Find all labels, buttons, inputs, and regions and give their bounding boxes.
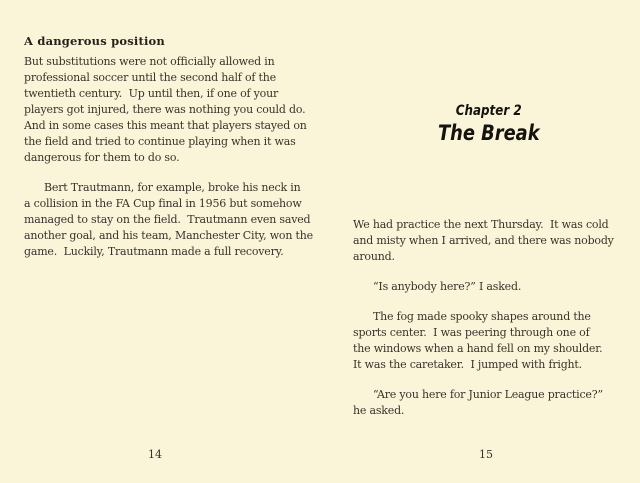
- text-line: players got injured, there was nothing you could do.: [24, 103, 306, 116]
- paragraph: [353, 217, 624, 265]
- paragraph: [24, 54, 307, 166]
- text-line: professional soccer until the second half of the: [24, 71, 276, 84]
- text-line: Bert Trautmann, for example, broke his neck in: [44, 181, 301, 194]
- text-line: We had practice the next Thursday. It was cold: [353, 218, 609, 231]
- right-page: [320, 0, 640, 483]
- chapter-title: [353, 121, 624, 145]
- text-line: he asked.: [353, 404, 405, 417]
- text-line: It was the caretaker. I jumped with fright.: [353, 358, 582, 371]
- chapter-body: [353, 217, 624, 419]
- chapter-label-text: Chapter 2: [455, 103, 522, 119]
- text-line: the windows when a hand fell on my shoulder.: [353, 342, 603, 355]
- text-line: sports center. I was peering through one of: [353, 326, 590, 339]
- text-line: game. Luckily, Trautmann made a full recovery.: [24, 245, 284, 258]
- text-line: dangerous for them to do so.: [24, 151, 180, 164]
- text-line: “Is anybody here?” I asked.: [373, 280, 522, 293]
- text-line: another goal, and his team, Manchester City, won the: [24, 229, 313, 242]
- text-line: “Are you here for Junior League practice?”: [373, 388, 603, 401]
- text-line: But substitutions were not officially allowed in: [24, 55, 275, 68]
- text-line: the field and tried to continue playing when it was: [24, 135, 296, 148]
- text-line: managed to stay on the field. Trautmann even saved: [24, 213, 311, 226]
- paragraph: [353, 279, 624, 295]
- chapter-heading: [353, 104, 624, 145]
- paragraph: [24, 180, 313, 260]
- chapter-title-text: The Break: [437, 121, 540, 145]
- text-line: around.: [353, 250, 395, 263]
- text-line: The fog made spooky shapes around the: [373, 310, 591, 323]
- text-line: And in some cases this meant that players stayed on: [24, 119, 307, 132]
- chapter-label: [353, 104, 624, 119]
- text-line: twentieth century. Up until then, if one of your: [24, 87, 279, 100]
- page-number: 14: [148, 448, 162, 461]
- text-line: a collision in the FA Cup final in 1956 but somehow: [24, 197, 302, 210]
- section-heading: A dangerous position: [24, 34, 165, 48]
- text-line: and misty when I arrived, and there was nobody: [353, 234, 614, 247]
- paragraph: [353, 309, 624, 373]
- paragraph: [353, 387, 624, 419]
- page-number: 15: [479, 448, 493, 461]
